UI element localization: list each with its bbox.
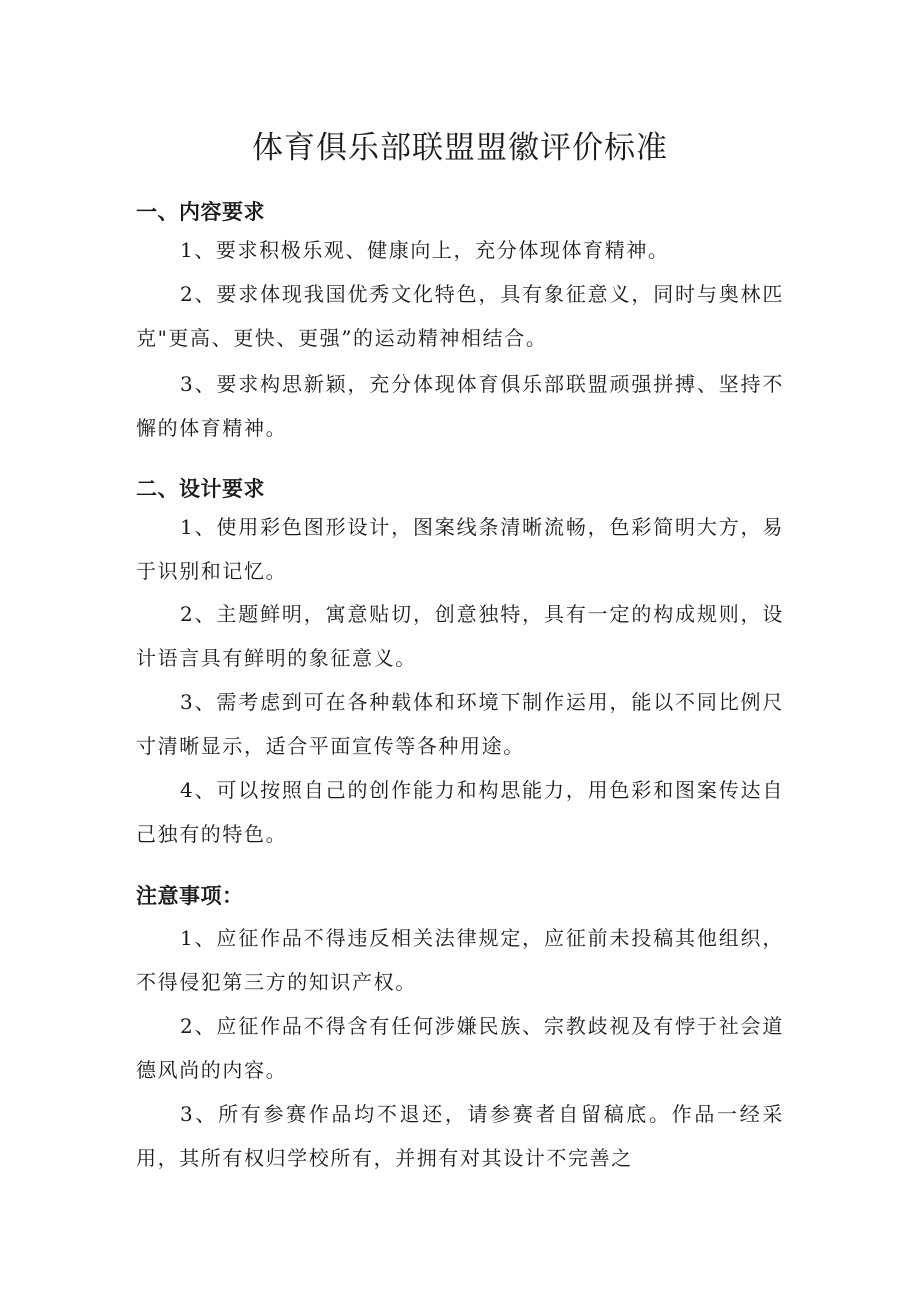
paragraph: 1、要求积极乐观、健康向上，充分体现体育精神。 xyxy=(180,238,670,262)
document-title: 体育俱乐部联盟盟徽评价标准 xyxy=(252,130,668,166)
paragraph: 2、要求体现我国优秀文化特色，具有象征意义，同时与奥林匹克"更高、更快、更强”的运动精神相结合。 xyxy=(136,282,784,350)
paragraph: 2、主题鲜明，寓意贴切，创意独特，具有一定的构成规则，设计语言具有鲜明的象征意义。 xyxy=(136,602,784,670)
paragraph: 1、使用彩色图形设计，图案线条清晰流畅，色彩简明大方，易于识别和记忆。 xyxy=(136,515,784,583)
paragraph: 3、所有参赛作品均不退还，请参赛者自留稿底。作品一经采用，其所有权归学校所有，并拥有对其设计不完善之 xyxy=(136,1102,784,1170)
section-heading-content-requirements: 一、内容要求 xyxy=(136,200,265,224)
paragraph: 2、应征作品不得含有任何涉嫌民族、宗教歧视及有悖于社会道德风尚的内容。 xyxy=(136,1014,784,1082)
paragraph: 1、应征作品不得违反相关法律规定，应征前未投稿其他组织，不得侵犯第三方的知识产权。 xyxy=(136,926,784,994)
paragraph: 3、要求构思新颖，充分体现体育俱乐部联盟顽强拼搏、坚持不懈的体育精神。 xyxy=(136,372,784,440)
section-heading-design-requirements: 二、设计要求 xyxy=(136,477,265,501)
paragraph: 3、需考虑到可在各种载体和环境下制作运用，能以不同比例尺寸清晰显示，适合平面宣传等各种用途。 xyxy=(136,690,784,758)
paragraph: 4、可以按照自己的创作能力和构思能力，用色彩和图案传达自己独有的特色。 xyxy=(136,778,784,846)
section-heading-notes: 注意事项： xyxy=(136,884,244,908)
